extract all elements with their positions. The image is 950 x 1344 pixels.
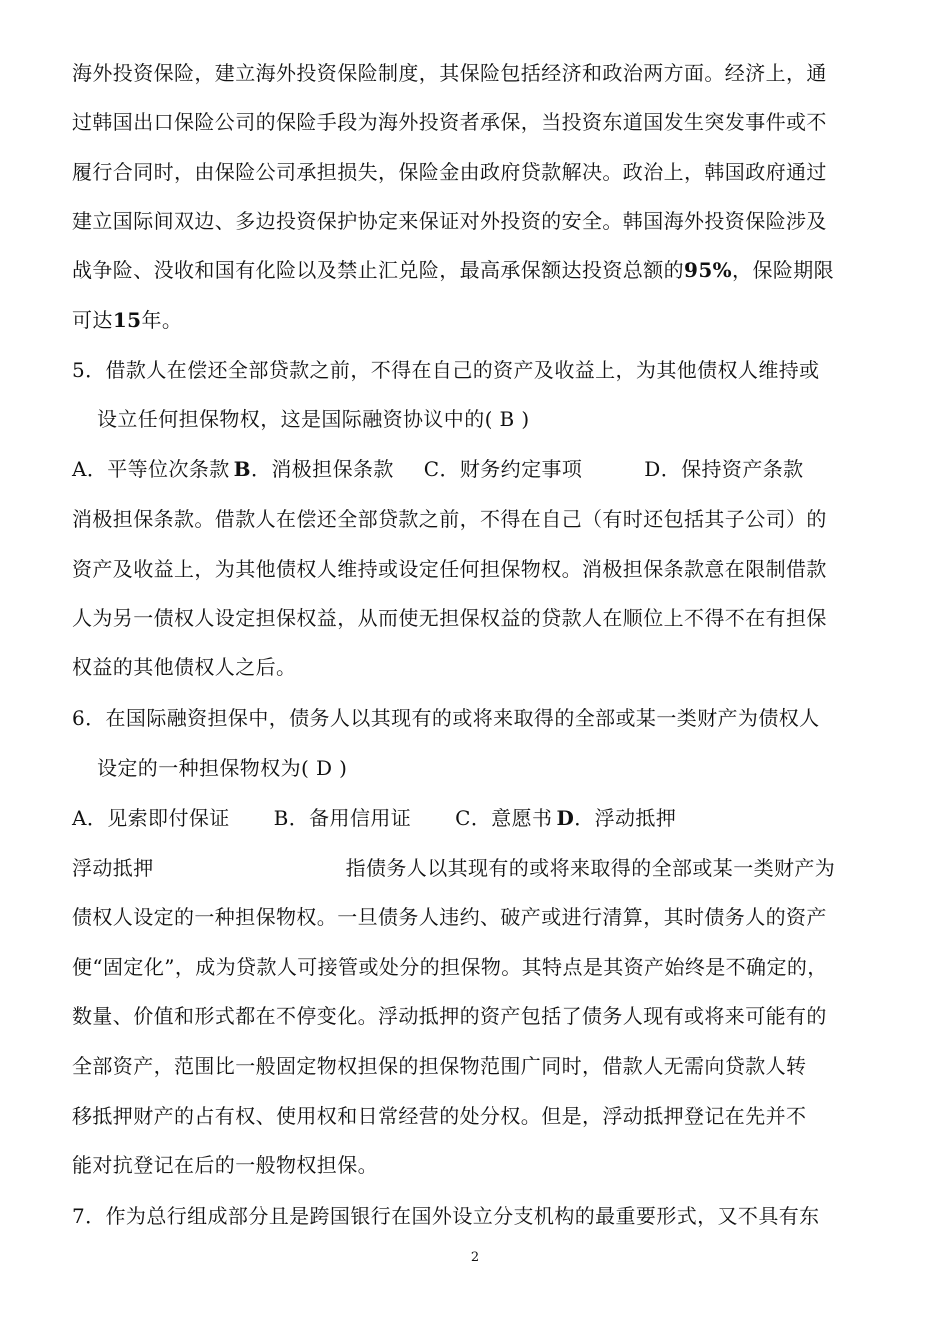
question-6-option-b: B．备用信用证: [273, 806, 412, 830]
question-5-option-c: C．财务约定事项: [423, 457, 583, 481]
question-5-option-a: A．平等位次条款: [72, 457, 230, 481]
question-6-stem-line-2: 设定的一种担保物权为( D ): [97, 756, 348, 780]
question-6-stem-line-1: 6．在国际融资担保中，债务人以其现有的或将来取得的全部或某一类财产为债权人: [72, 706, 820, 730]
question-6-explanation-line-5: 全部资产，范围比一般固定物权担保的担保物范围广同时，借款人无需向贷款人转: [72, 1054, 807, 1078]
insurance-line-6-text: 可达: [72, 308, 113, 332]
question-6-explanation-line-4: 数量、价值和形式都在不停变化。浮动抵押的资产包括了债务人现有或将来可能有的: [72, 1004, 827, 1028]
question-6-explanation-line-1: [72, 855, 835, 881]
insurance-line-6-tail: 年。: [141, 308, 183, 332]
insurance-line-5-tail: ，保险期限: [732, 258, 835, 282]
question-5-option-b: ．消极担保条款: [250, 457, 394, 481]
question-5-stem-line-2: 设立任何担保物权，这是国际融资协议中的( B ): [97, 407, 530, 431]
insurance-line-3: 履行合同时，由保险公司承担损失，保险金由政府贷款解决。政治上，韩国政府通过: [72, 160, 827, 184]
insurance-line-4: 建立国际间双边、多边投资保护协定来保证对外投资的安全。韩国海外投资保险涉及: [72, 209, 827, 233]
question-5-explanation-line-2: 资产及收益上，为其他债权人维持或设定任何担保物权。消极担保条款意在限制借款: [72, 557, 827, 581]
question-6-definition: 指债务人以其现有的或将来取得的全部或某一类财产为: [345, 856, 836, 880]
question-6-term: 浮动抵押: [72, 856, 154, 880]
question-5-option-d: D．保持资产条款: [644, 457, 804, 481]
insurance-line-6: [72, 307, 182, 333]
question-5-explanation-line-3: 人为另一债权人设定担保权益，从而使无担保权益的贷款人在顺位上不得不在有担保: [72, 606, 827, 630]
insurance-line-5-text: 战争险、没收和国有化险以及禁止汇兑险，最高承保额达投资总额的: [72, 258, 684, 282]
insurance-line-1: 海外投资保险，建立海外投资保险制度，其保险包括经济和政治两方面。经济上，通: [72, 61, 827, 85]
insurance-term-years: 15: [112, 308, 142, 332]
question-5-explanation-line-1: 消极担保条款。借款人在偿还全部贷款之前，不得在自己（有时还包括其子公司）的: [72, 507, 827, 531]
question-5-stem-line-1: 5．借款人在偿还全部贷款之前，不得在自己的资产及收益上，为其他债权人维持或: [72, 358, 820, 382]
question-6-explanation-line-6: 移抵押财产的占有权、使用权和日常经营的处分权。但是，浮动抵押登记在先并不: [72, 1104, 807, 1128]
page-number: 2: [470, 1250, 480, 1265]
question-6-explanation-line-7: 能对抗登记在后的一般物权担保。: [72, 1153, 378, 1177]
question-5-option-b-letter: B: [233, 457, 251, 481]
coverage-percent: 95%: [684, 258, 733, 282]
insurance-line-5: [72, 257, 834, 283]
question-6-option-a: A．见索即付保证: [72, 806, 230, 830]
question-6-option-c: C．意愿书: [455, 806, 553, 830]
question-5-explanation-line-4: 权益的其他债权人之后。: [72, 655, 297, 679]
question-5-options: [72, 456, 804, 482]
question-7-stem-line-1: 7．作为总行组成部分且是跨国银行在国外设立分支机构的最重要形式，又不具有东: [72, 1204, 820, 1228]
question-6-explanation-line-2: 债权人设定的一种担保物权。一旦债务人违约、破产或进行清算，其时债务人的资产: [72, 905, 827, 929]
question-6-options: [72, 805, 676, 831]
insurance-line-2: 过韩国出口保险公司的保险手段为海外投资者承保，当投资东道国发生突发事件或不: [72, 110, 827, 134]
question-6-explanation-line-3: 便“固定化”，成为贷款人可接管或处分的担保物。其特点是其资产始终是不确定的，: [72, 955, 828, 979]
question-6-option-d: ．浮动抵押: [574, 806, 677, 830]
question-6-option-d-letter: D: [556, 806, 575, 830]
